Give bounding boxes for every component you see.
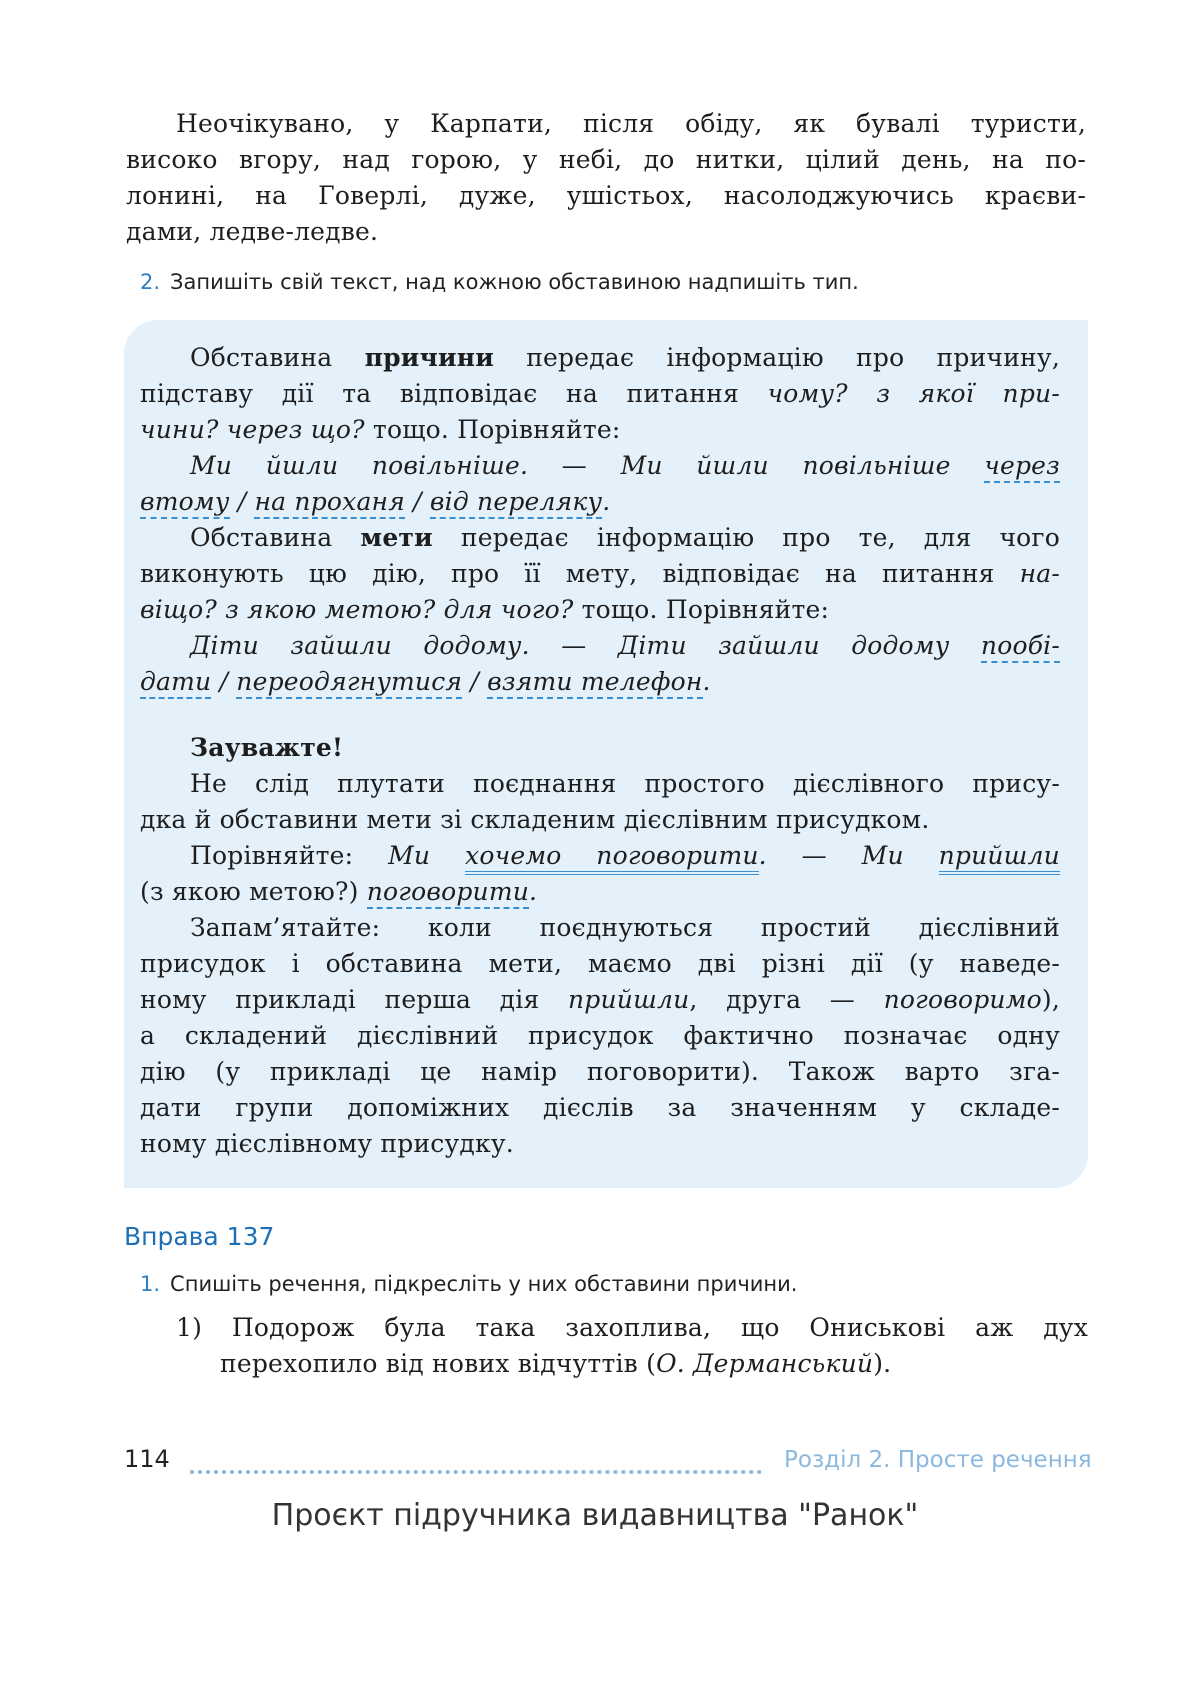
example-text: прийшли xyxy=(568,985,690,1014)
sentence-line: 1) Подорож була така захоплива, що Ониськові аж дух xyxy=(176,1313,1088,1342)
sentence-line xyxy=(176,1346,1088,1382)
footer-dotted-rule xyxy=(190,1470,762,1474)
text: тощо. Порівняйте: xyxy=(573,595,830,624)
term-purpose: мети xyxy=(360,523,433,552)
adverbial-cause: від переляку xyxy=(430,487,602,519)
adverbial-cause: втому xyxy=(140,487,230,519)
intro-paragraph xyxy=(126,106,1086,250)
task-1 xyxy=(140,1272,797,1296)
separator: / xyxy=(211,667,237,696)
draft-note: Проєкт підручника видавництва "Ранок" xyxy=(271,1498,919,1533)
question-text: чини? через що? xyxy=(140,415,365,444)
text: ному прикладі перша дія xyxy=(140,985,568,1014)
note-title: Зауважте! xyxy=(190,733,344,762)
example-text: Діти зайшли додому. — Діти зайшли додому xyxy=(190,631,981,660)
adverbial-purpose: переодягнутися xyxy=(236,667,462,699)
note-line: дати групи допоміжних дієслів за значенням у складе- xyxy=(140,1093,1060,1122)
note-line: дію (у прикладі це намір поговорити). Також варто зга- xyxy=(140,1057,1060,1086)
rule-cause-line xyxy=(140,412,1060,448)
note-line: а складений дієслівний присудок фактично позначає одну xyxy=(140,1021,1060,1050)
text: ), xyxy=(1041,985,1060,1014)
task-text: Спишіть речення, підкресліть у них обставини причини. xyxy=(170,1272,798,1296)
text: підставу дії та відповідає на питання xyxy=(140,379,768,408)
compound-predicate: хочемо поговорити xyxy=(465,841,759,875)
rule-purpose-line xyxy=(140,556,1060,592)
note-line: дка й обставини мети зі складеним дієслівним присудком. xyxy=(140,805,930,834)
text: ). xyxy=(873,1349,892,1378)
adverbial-cause: на проханя xyxy=(254,487,405,519)
text: Порівняйте: xyxy=(190,841,389,870)
text: виконують цю дію, про її мету, відповідає на питання xyxy=(140,559,1020,588)
question-text: на- xyxy=(1019,559,1060,588)
intro-line: дами, ледве-ледве. xyxy=(126,217,379,246)
example-text: Ми йшли повільніше. — Ми йшли повільніше xyxy=(190,451,985,480)
task-text: Запишіть свій текст, над кожною обставиною надпишіть тип. xyxy=(170,270,859,294)
intro-line: високо вгору, над горою, у небі, до нитки, цілий день, на по- xyxy=(126,145,1086,174)
question-text: віщо? з якою метою? для чого? xyxy=(140,595,574,624)
rule-purpose-line xyxy=(140,592,1060,628)
note-compare-line xyxy=(140,838,1060,874)
separator: / xyxy=(229,487,255,516)
note-line: Не слід плутати поєднання простого дієслівного прису- xyxy=(190,769,1060,798)
text: Обставина xyxy=(190,343,365,372)
task-2 xyxy=(140,270,859,294)
exercise-title: Вправа 137 xyxy=(124,1222,275,1251)
text: , друга — xyxy=(689,985,884,1014)
text: (з якою метою?) xyxy=(140,877,367,906)
cause-example-line xyxy=(140,484,1060,520)
section-title: Розділ 2. Просте речення xyxy=(784,1447,1092,1473)
text: передає інформацію про причину, xyxy=(494,343,1060,372)
purpose-example-line xyxy=(140,628,1060,664)
text: . xyxy=(529,877,538,906)
adverbial-purpose: взяти телефон xyxy=(487,667,702,699)
question-text: чому? з якої при- xyxy=(767,379,1060,408)
note-line: Запам’ятайте: коли поєднуються простий дієслівний xyxy=(190,913,1060,942)
example-text: поговоримо xyxy=(883,985,1042,1014)
task-number: 1. xyxy=(140,1272,161,1296)
text: перехопило від нових відчуттів ( xyxy=(220,1349,657,1378)
example-text: . — Ми xyxy=(758,841,939,870)
term-cause: причини xyxy=(364,343,494,372)
adverbial-purpose: поговорити xyxy=(367,877,529,909)
purpose-example-line xyxy=(140,664,1060,700)
adverbial-cause: через xyxy=(984,451,1060,483)
cause-example-line xyxy=(140,448,1060,484)
note-compare-line xyxy=(140,874,1060,910)
page-number: 114 xyxy=(124,1445,170,1473)
task-number: 2. xyxy=(140,270,161,294)
note-line: присудок і обставина мети, маємо дві різні дії (у наведе- xyxy=(140,949,1060,978)
rule-text xyxy=(140,340,1060,1162)
intro-line: лонині, на Говерлі, дуже, ушістьох, насолоджуючись краєви- xyxy=(126,181,1086,210)
adverbial-purpose: пообі- xyxy=(981,631,1060,663)
text: . xyxy=(602,487,611,516)
intro-line: Неочікувано, у Карпати, після обіду, як бувалі туристи, xyxy=(176,109,1086,138)
text: Обставина xyxy=(190,523,361,552)
note-line xyxy=(140,982,1060,1018)
adverbial-purpose: дати xyxy=(140,667,211,699)
example-text: Ми xyxy=(388,841,466,870)
note-line: ному дієслівному присудку. xyxy=(140,1129,514,1158)
simple-predicate: прийшли xyxy=(939,841,1060,875)
separator: / xyxy=(462,667,488,696)
text: тощо. Порівняйте: xyxy=(364,415,621,444)
author: О. Дерманський xyxy=(656,1349,874,1378)
text: . xyxy=(702,667,711,696)
exercise-sentence xyxy=(176,1310,1088,1382)
rule-cause-line xyxy=(140,376,1060,412)
rule-cause-line xyxy=(140,340,1060,376)
text: передає інформацію про те, для чого xyxy=(432,523,1060,552)
rule-purpose-line xyxy=(140,520,1060,556)
separator: / xyxy=(404,487,430,516)
